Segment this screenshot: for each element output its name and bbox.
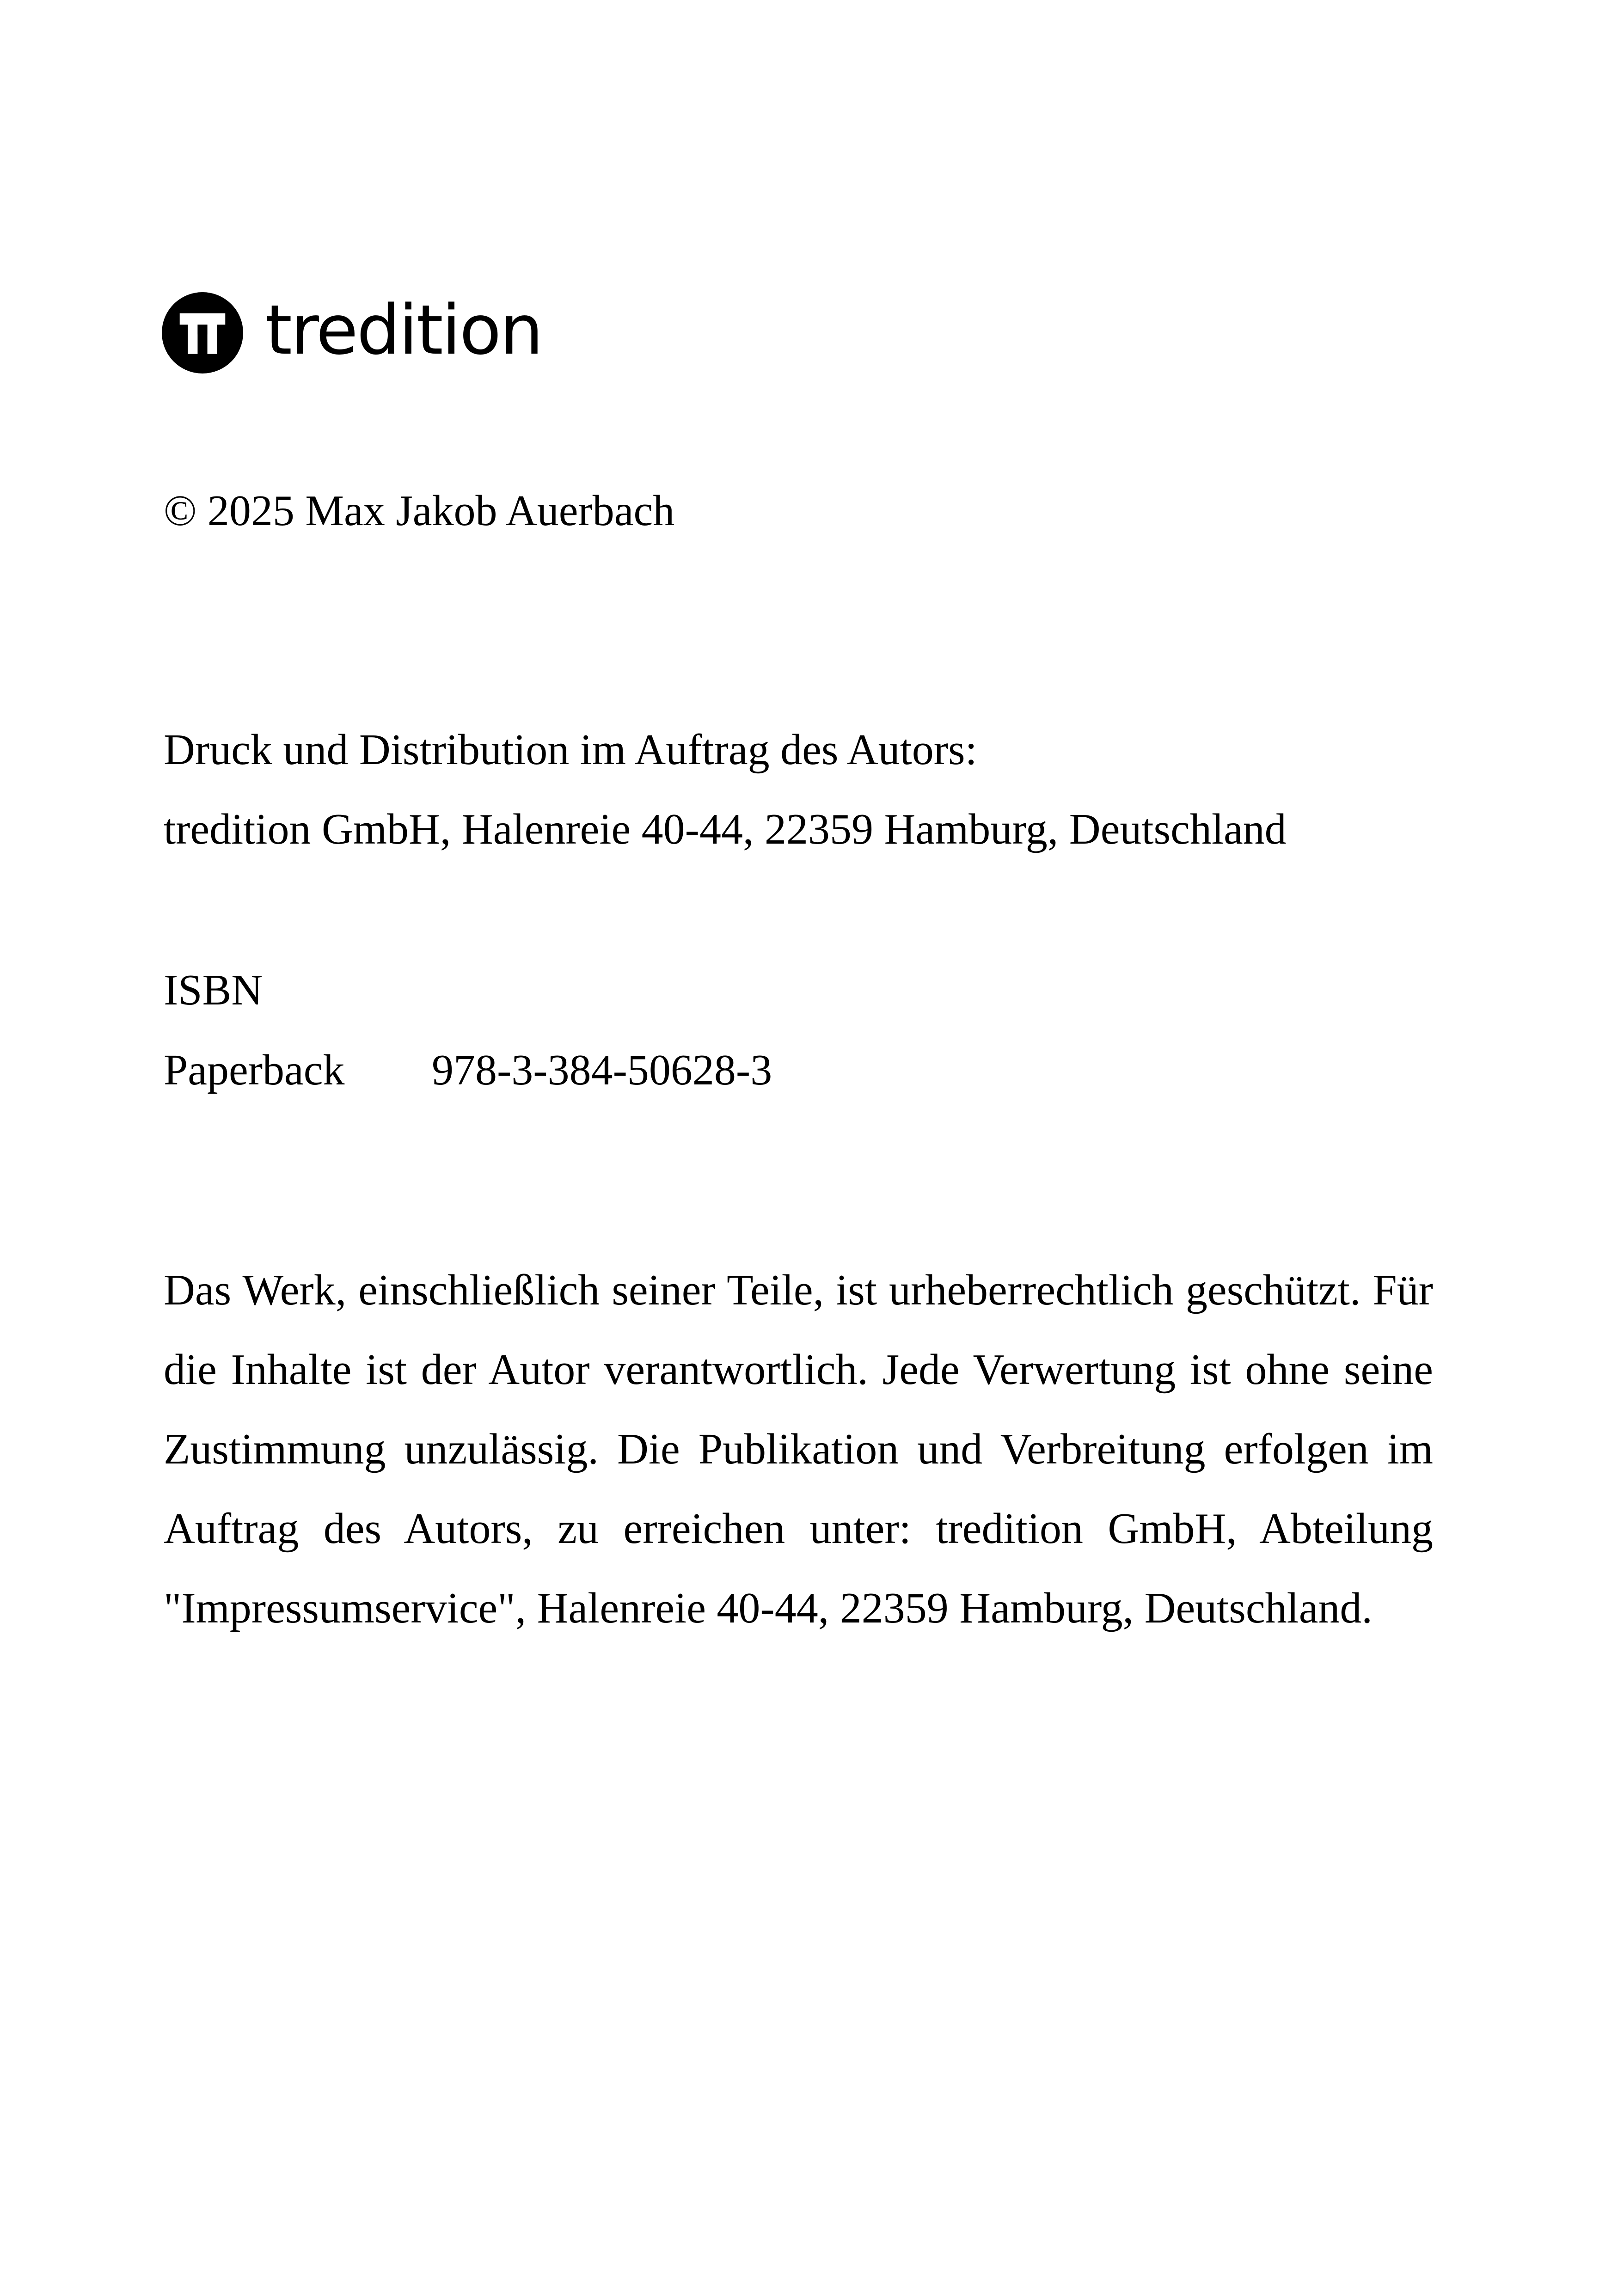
isbn-row xyxy=(164,1046,772,1094)
legal-notice: Das Werk, einschließlich seiner Teile, ist urheberrechtlich geschützt. Für die Inhalte ist der Autor verantwortlich. Jede Verwertung ist ohne seine Zustimmung unzulässig. Die Publikation und Verbreitung erfolgen im Auftrag des Autors, zu erreichen unter: tredition GmbH, Abteilung "Impressumservice", Halenreie 40-44, 22359 Hamburg, Deutschland. xyxy=(164,1266,1433,1632)
isbn-format-label: Paperback xyxy=(164,1046,345,1094)
tredition-logo-icon xyxy=(162,292,243,373)
isbn-heading: ISBN xyxy=(164,966,263,1014)
printing-label: Druck und Distribution im Auftrag des Autors: xyxy=(164,726,977,774)
isbn-number: 978-3-384-50628-3 xyxy=(432,1046,772,1094)
copyright-notice: © 2025 Max Jakob Auerbach xyxy=(164,487,675,535)
publisher-logo-text: tredition xyxy=(265,290,542,370)
printer-address: tredition GmbH, Halenreie 40-44, 22359 Hamburg, Deutschland xyxy=(164,805,1287,853)
publisher-logo xyxy=(162,284,542,381)
